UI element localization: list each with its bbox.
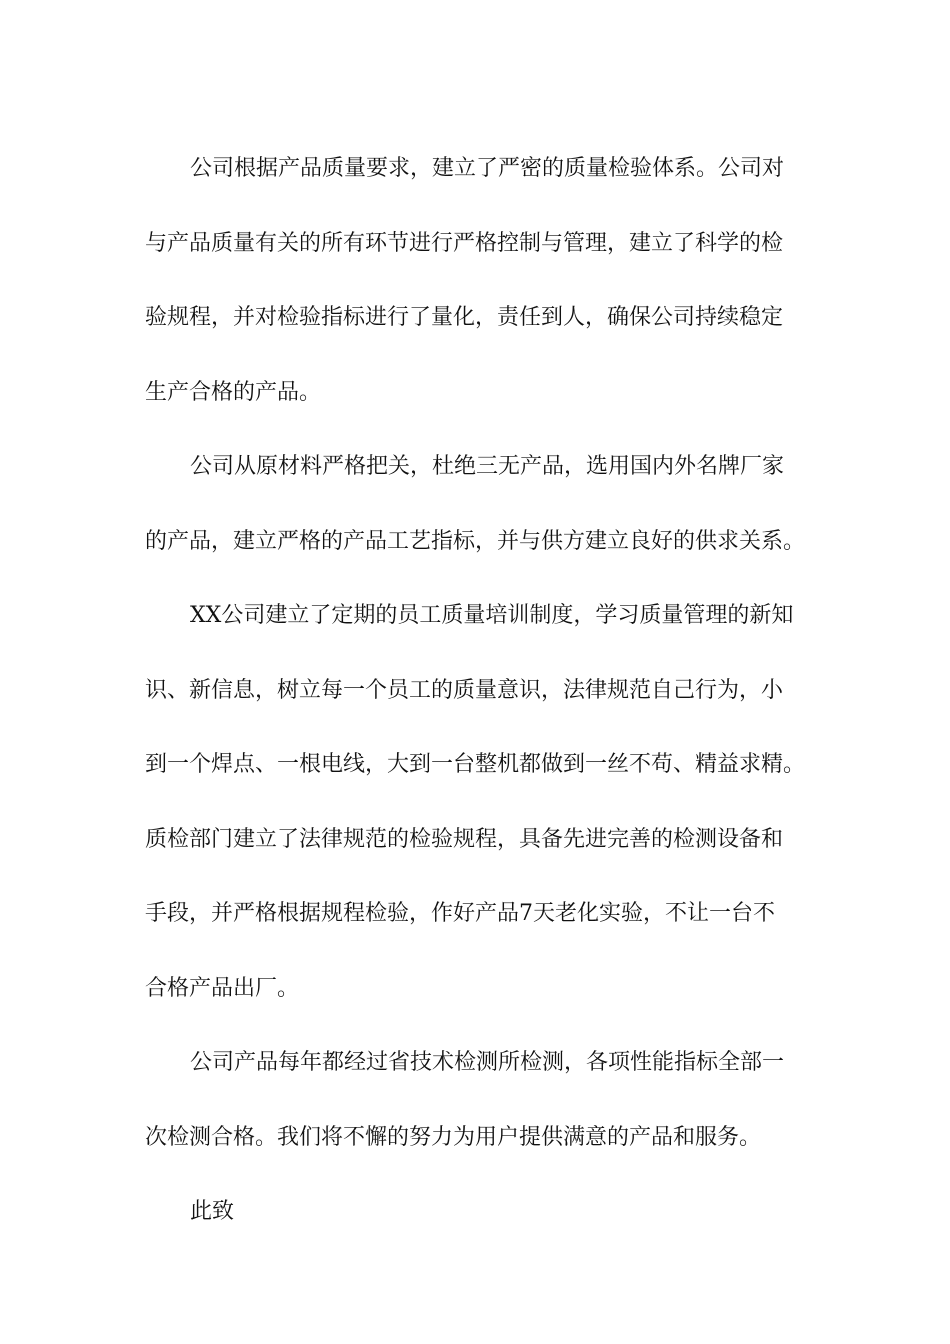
text-line: 到一个焊点、一根电线，大到一台整机都做到一丝不苟、精益求精。 [145,752,806,777]
text-line: 质检部门建立了法律规范的检验规程，具备先进完善的检测设备和 [145,826,784,852]
text-line: 验规程，并对检验指标进行了量化，责任到人，确保公司持续稳定 [145,305,784,330]
text-line: 识、新信息，树立每一个员工的质量意识，法律规范自己行为，小 [145,677,784,703]
text-line: 公司产品每年都经过省技术检测所检测，各项性能指标全部一 [190,1050,785,1075]
text-line: 公司根据产品质量要求，建立了严密的质量检验体系。公司对 [190,156,785,181]
text-line: 生产合格的产品。 [145,379,322,405]
text-line: 公司从原材料严格把关，杜绝三无产品，选用国内外名牌厂家 [190,454,785,479]
text-line: XX公司建立了定期的员工质量培训制度，学习质量管理的新知 [190,603,794,628]
text-line: 与产品质量有关的所有环节进行严格控制与管理，建立了科学的检 [145,230,784,256]
text-line: 次检测合格。我们将不懈的努力为用户提供满意的产品和服务。 [145,1124,762,1150]
text-line: 的产品，建立严格的产品工艺指标，并与供方建立良好的供求关系。 [145,528,806,554]
closing-salutation: 此致 [190,1199,235,1224]
document-body [145,132,820,1250]
text-line: 手段，并严格根据规程检验，作好产品7天老化实验，不让一台不 [145,901,775,926]
text-line: 合格产品出厂。 [145,975,300,1001]
